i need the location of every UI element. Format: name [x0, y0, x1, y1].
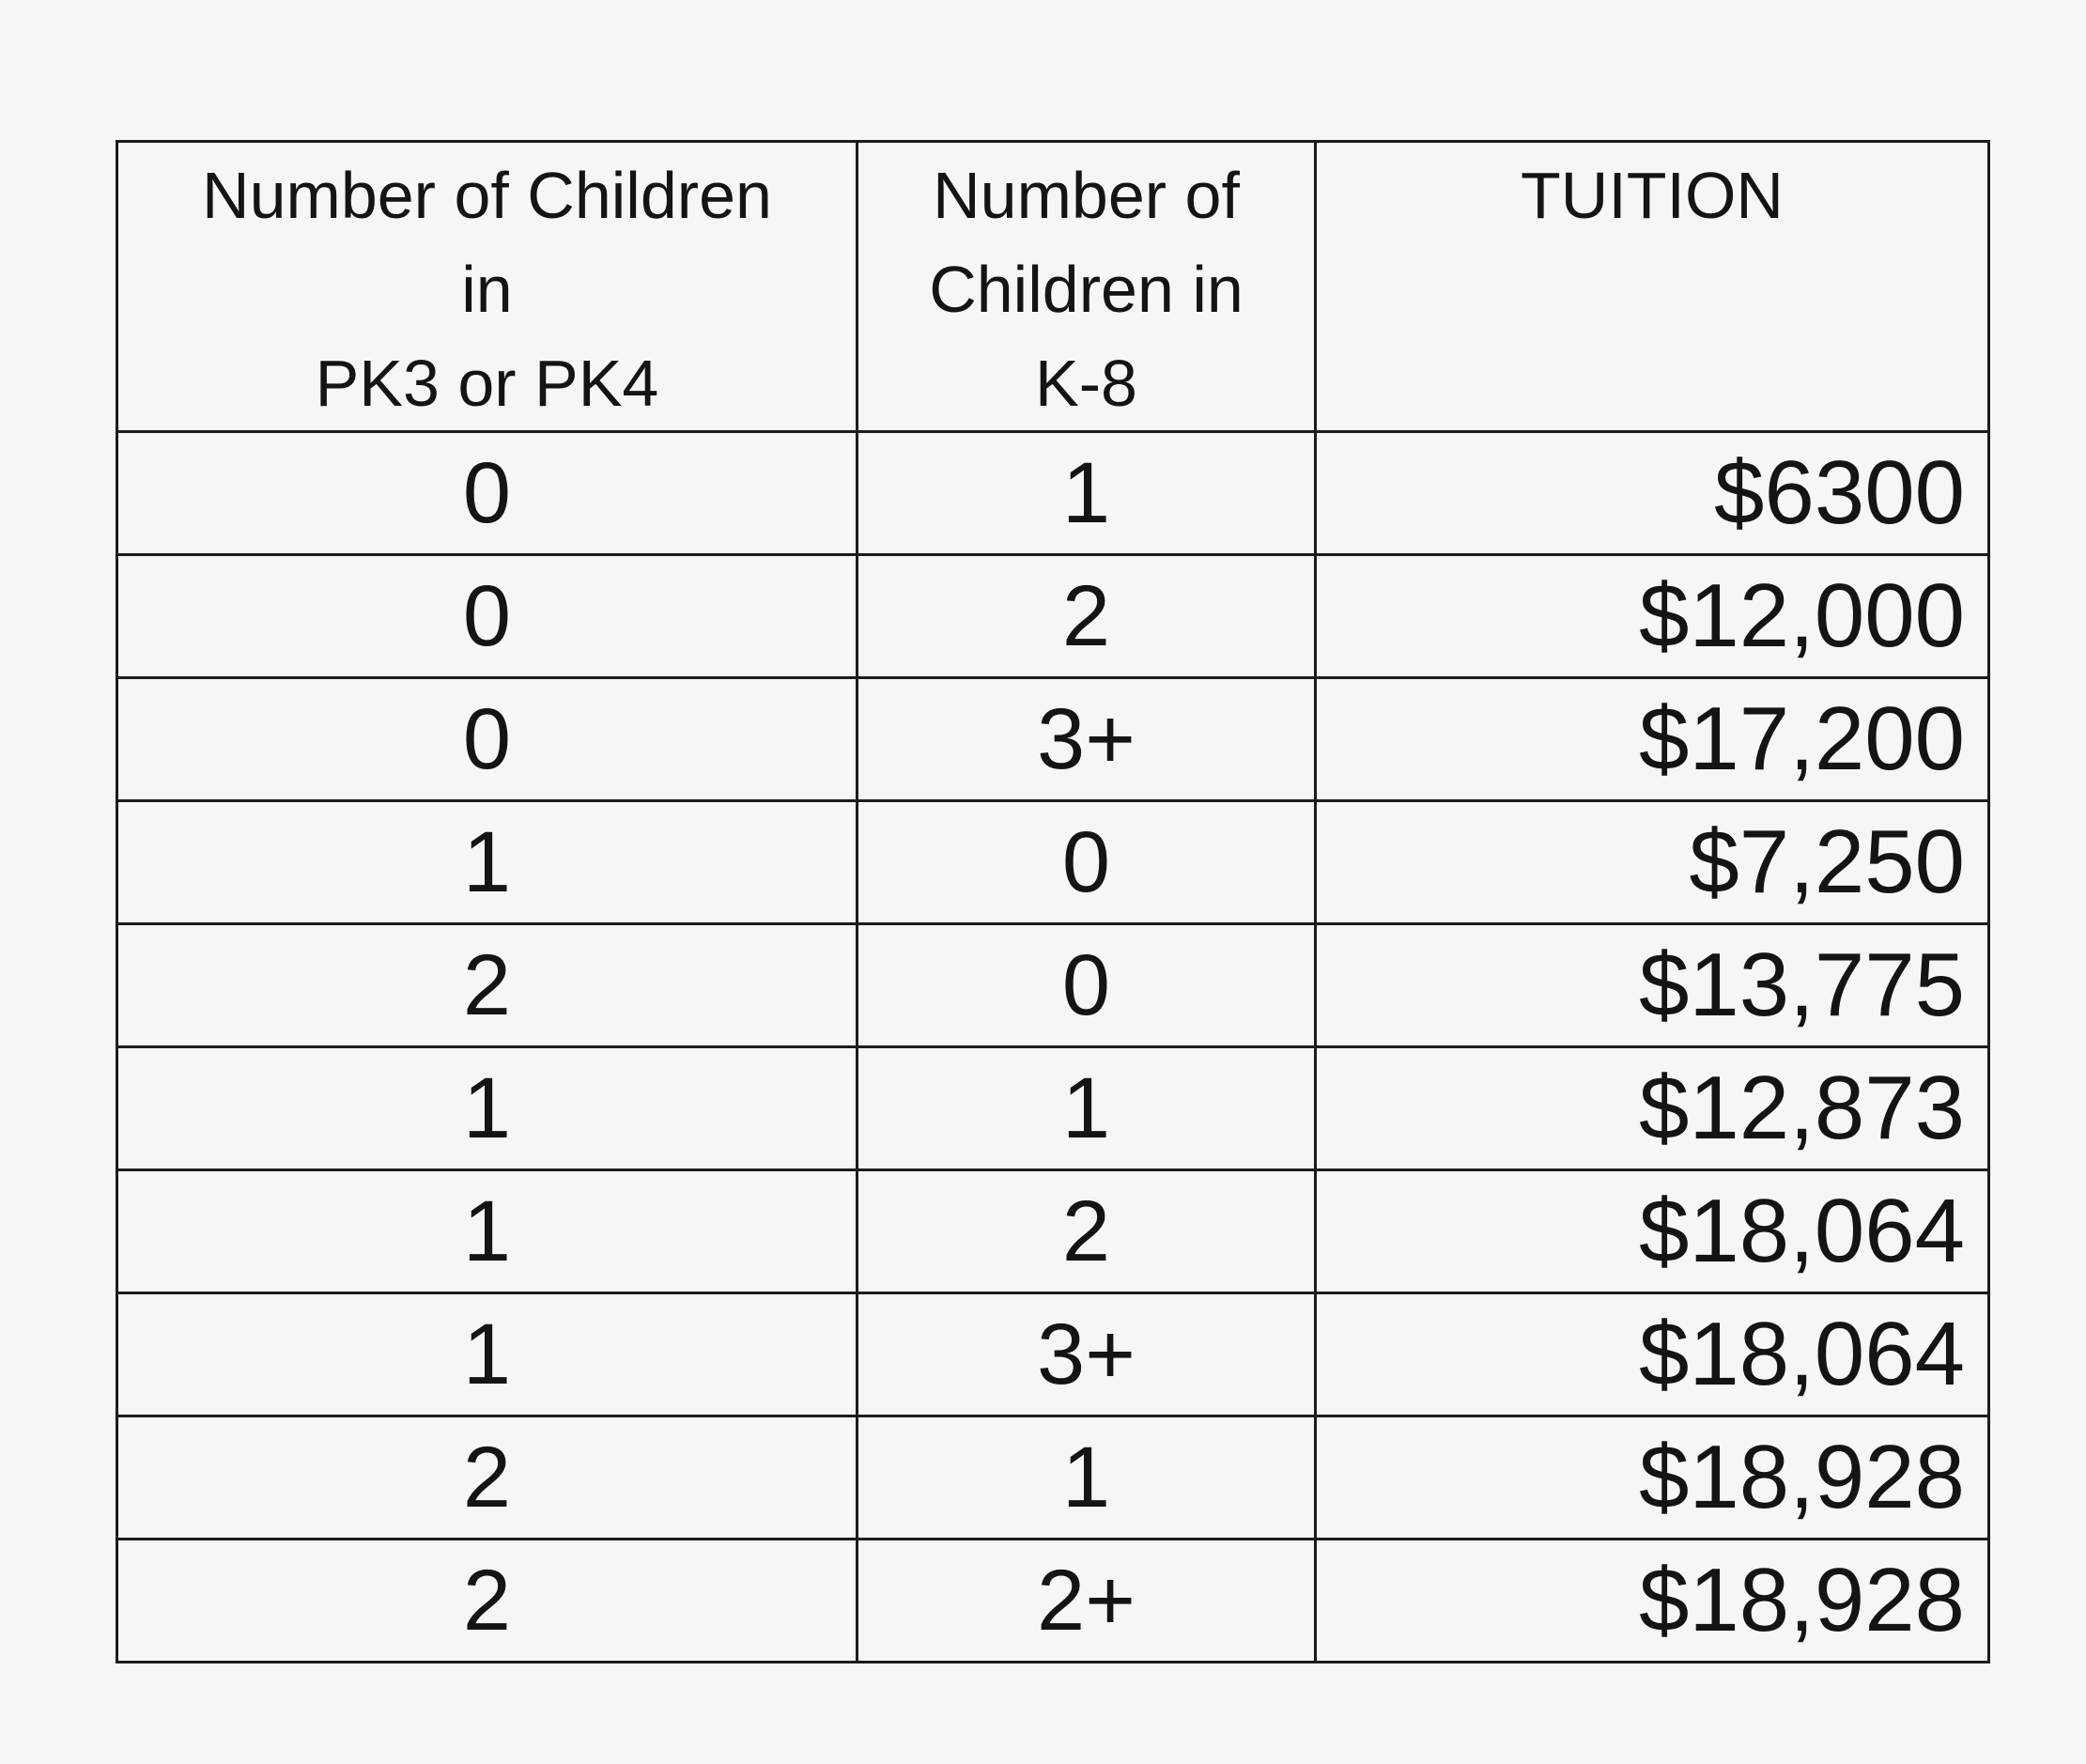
table-row — [117, 1293, 1989, 1416]
header-tuition — [1316, 142, 1989, 432]
cell-k8-count: 3+ — [858, 678, 1316, 801]
table-body — [117, 432, 1989, 1663]
cell-pk-count: 2 — [117, 1540, 858, 1663]
table-row — [117, 1170, 1989, 1293]
cell-k8-count: 0 — [858, 924, 1316, 1047]
cell-tuition: $17,200 — [1316, 678, 1989, 801]
header-pk-line-3: PK3 or PK4 — [315, 347, 659, 420]
cell-tuition: $18,064 — [1316, 1293, 1989, 1416]
cell-k8-count: 1 — [858, 1047, 1316, 1170]
cell-tuition: $12,000 — [1316, 555, 1989, 678]
cell-k8-count: 2 — [858, 1170, 1316, 1293]
cell-pk-count: 0 — [117, 678, 858, 801]
cell-tuition: $18,928 — [1316, 1540, 1989, 1663]
cell-tuition: $12,873 — [1316, 1047, 1989, 1170]
cell-tuition: $6300 — [1316, 432, 1989, 555]
cell-tuition: $13,775 — [1316, 924, 1989, 1047]
cell-pk-count: 0 — [117, 432, 858, 555]
table-row — [117, 1416, 1989, 1540]
cell-k8-count: 2 — [858, 555, 1316, 678]
cell-k8-count: 0 — [858, 801, 1316, 924]
cell-pk-count: 2 — [117, 1416, 858, 1540]
header-pk-children — [117, 142, 858, 432]
table-row — [117, 924, 1989, 1047]
table-row — [117, 432, 1989, 555]
cell-pk-count: 1 — [117, 1293, 858, 1416]
cell-tuition: $7,250 — [1316, 801, 1989, 924]
header-pk-line-1: Number of Children — [202, 159, 772, 232]
header-k8-children — [858, 142, 1316, 432]
cell-pk-count: 2 — [117, 924, 858, 1047]
cell-pk-count: 0 — [117, 555, 858, 678]
table-row — [117, 1047, 1989, 1170]
tuition-table — [116, 140, 1990, 1663]
header-tuition-label: TUITION — [1521, 159, 1784, 232]
cell-tuition: $18,928 — [1316, 1416, 1989, 1540]
table-row — [117, 555, 1989, 678]
table-row — [117, 801, 1989, 924]
cell-k8-count: 1 — [858, 1416, 1316, 1540]
header-k8-line-2: Children in — [929, 253, 1244, 326]
table-row — [117, 1540, 1989, 1663]
cell-k8-count: 3+ — [858, 1293, 1316, 1416]
cell-tuition: $18,064 — [1316, 1170, 1989, 1293]
cell-k8-count: 1 — [858, 432, 1316, 555]
header-pk-line-2: in — [461, 253, 513, 326]
header-row — [117, 142, 1989, 432]
cell-pk-count: 1 — [117, 1047, 858, 1170]
cell-pk-count: 1 — [117, 1170, 858, 1293]
cell-pk-count: 1 — [117, 801, 858, 924]
cell-k8-count: 2+ — [858, 1540, 1316, 1663]
header-k8-line-3: K-8 — [1035, 347, 1137, 420]
table-row — [117, 678, 1989, 801]
table-header — [117, 142, 1989, 432]
header-k8-line-1: Number of — [933, 159, 1240, 232]
